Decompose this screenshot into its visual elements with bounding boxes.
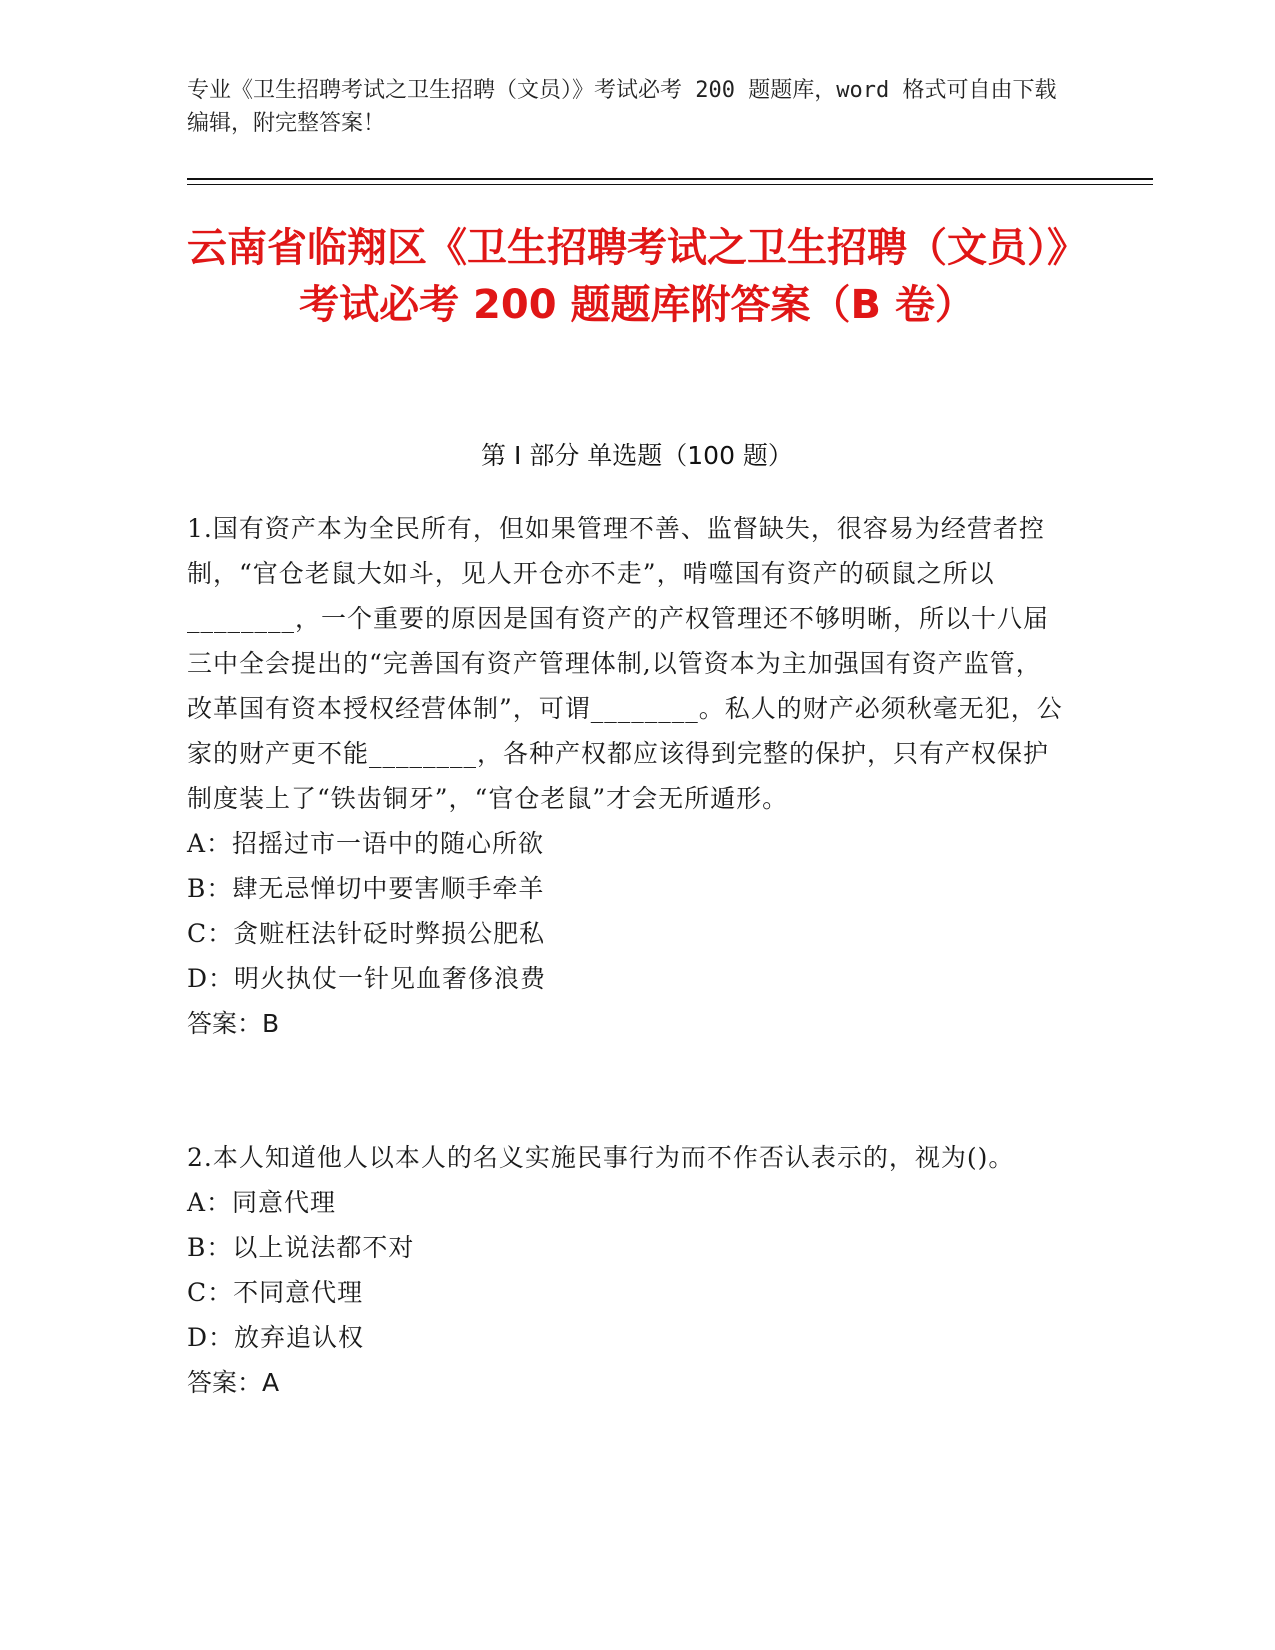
header-divider-thin — [187, 184, 1153, 185]
option-b: B：肆无忌惮切中要害顺手牵羊 — [187, 874, 545, 903]
header-note: 专业《卫生招聘考试之卫生招聘（文员）》考试必考 200 题题库，word 格式可自由下载编辑，附完整答案！ — [187, 78, 1057, 136]
option-c: C：贪赃枉法针砭时弊损公肥私 — [187, 919, 546, 948]
answer: 答案：B — [187, 1009, 280, 1038]
option-d: D：放弃追认权 — [187, 1323, 365, 1352]
question-text: 1.国有资产本为全民所有，但如果管理不善、监督缺失，很容易为经营者控制，“官仓老鼠大如斗，见人开仓亦不走”，啃噬国有资产的硕鼠之所以________，一个重要的原因是国有资产的产权管理还不够明晰，所以十八届三中全会提出的“完善国有资产管理体制,以管资本为主加强国有资产监管，改革国有资本授权经营体制”，可谓________。私人的财产必须秋毫无犯，公家的财产更不能________，各种产权都应该得到完整的保护，只有产权保护制度装上了“铁齿铜牙”，“官仓老鼠”才会无所遁形。 — [187, 514, 1063, 813]
question-text: 2.本人知道他人以本人的名义实施民事行为而不作否认表示的，视为()。 — [187, 1143, 1015, 1172]
option-d: D：明火执仗一针见血奢侈浪费 — [187, 964, 547, 993]
option-a: A：同意代理 — [187, 1188, 337, 1217]
option-c: C：不同意代理 — [187, 1278, 364, 1307]
header-divider-thick — [187, 178, 1153, 180]
option-a: A：招摇过市一语中的随心所欲 — [187, 829, 545, 858]
answer: 答案：A — [187, 1368, 280, 1397]
section-title: 第 I 部分 单选题（100 题） — [481, 441, 793, 470]
question-1 — [187, 506, 1067, 1046]
question-2 — [187, 1135, 1067, 1405]
document-title: 云南省临翔区《卫生招聘考试之卫生招聘（文员）》考试必考 200 题题库附答案（B 卷） — [187, 225, 1087, 328]
option-b: B：以上说法都不对 — [187, 1233, 415, 1262]
